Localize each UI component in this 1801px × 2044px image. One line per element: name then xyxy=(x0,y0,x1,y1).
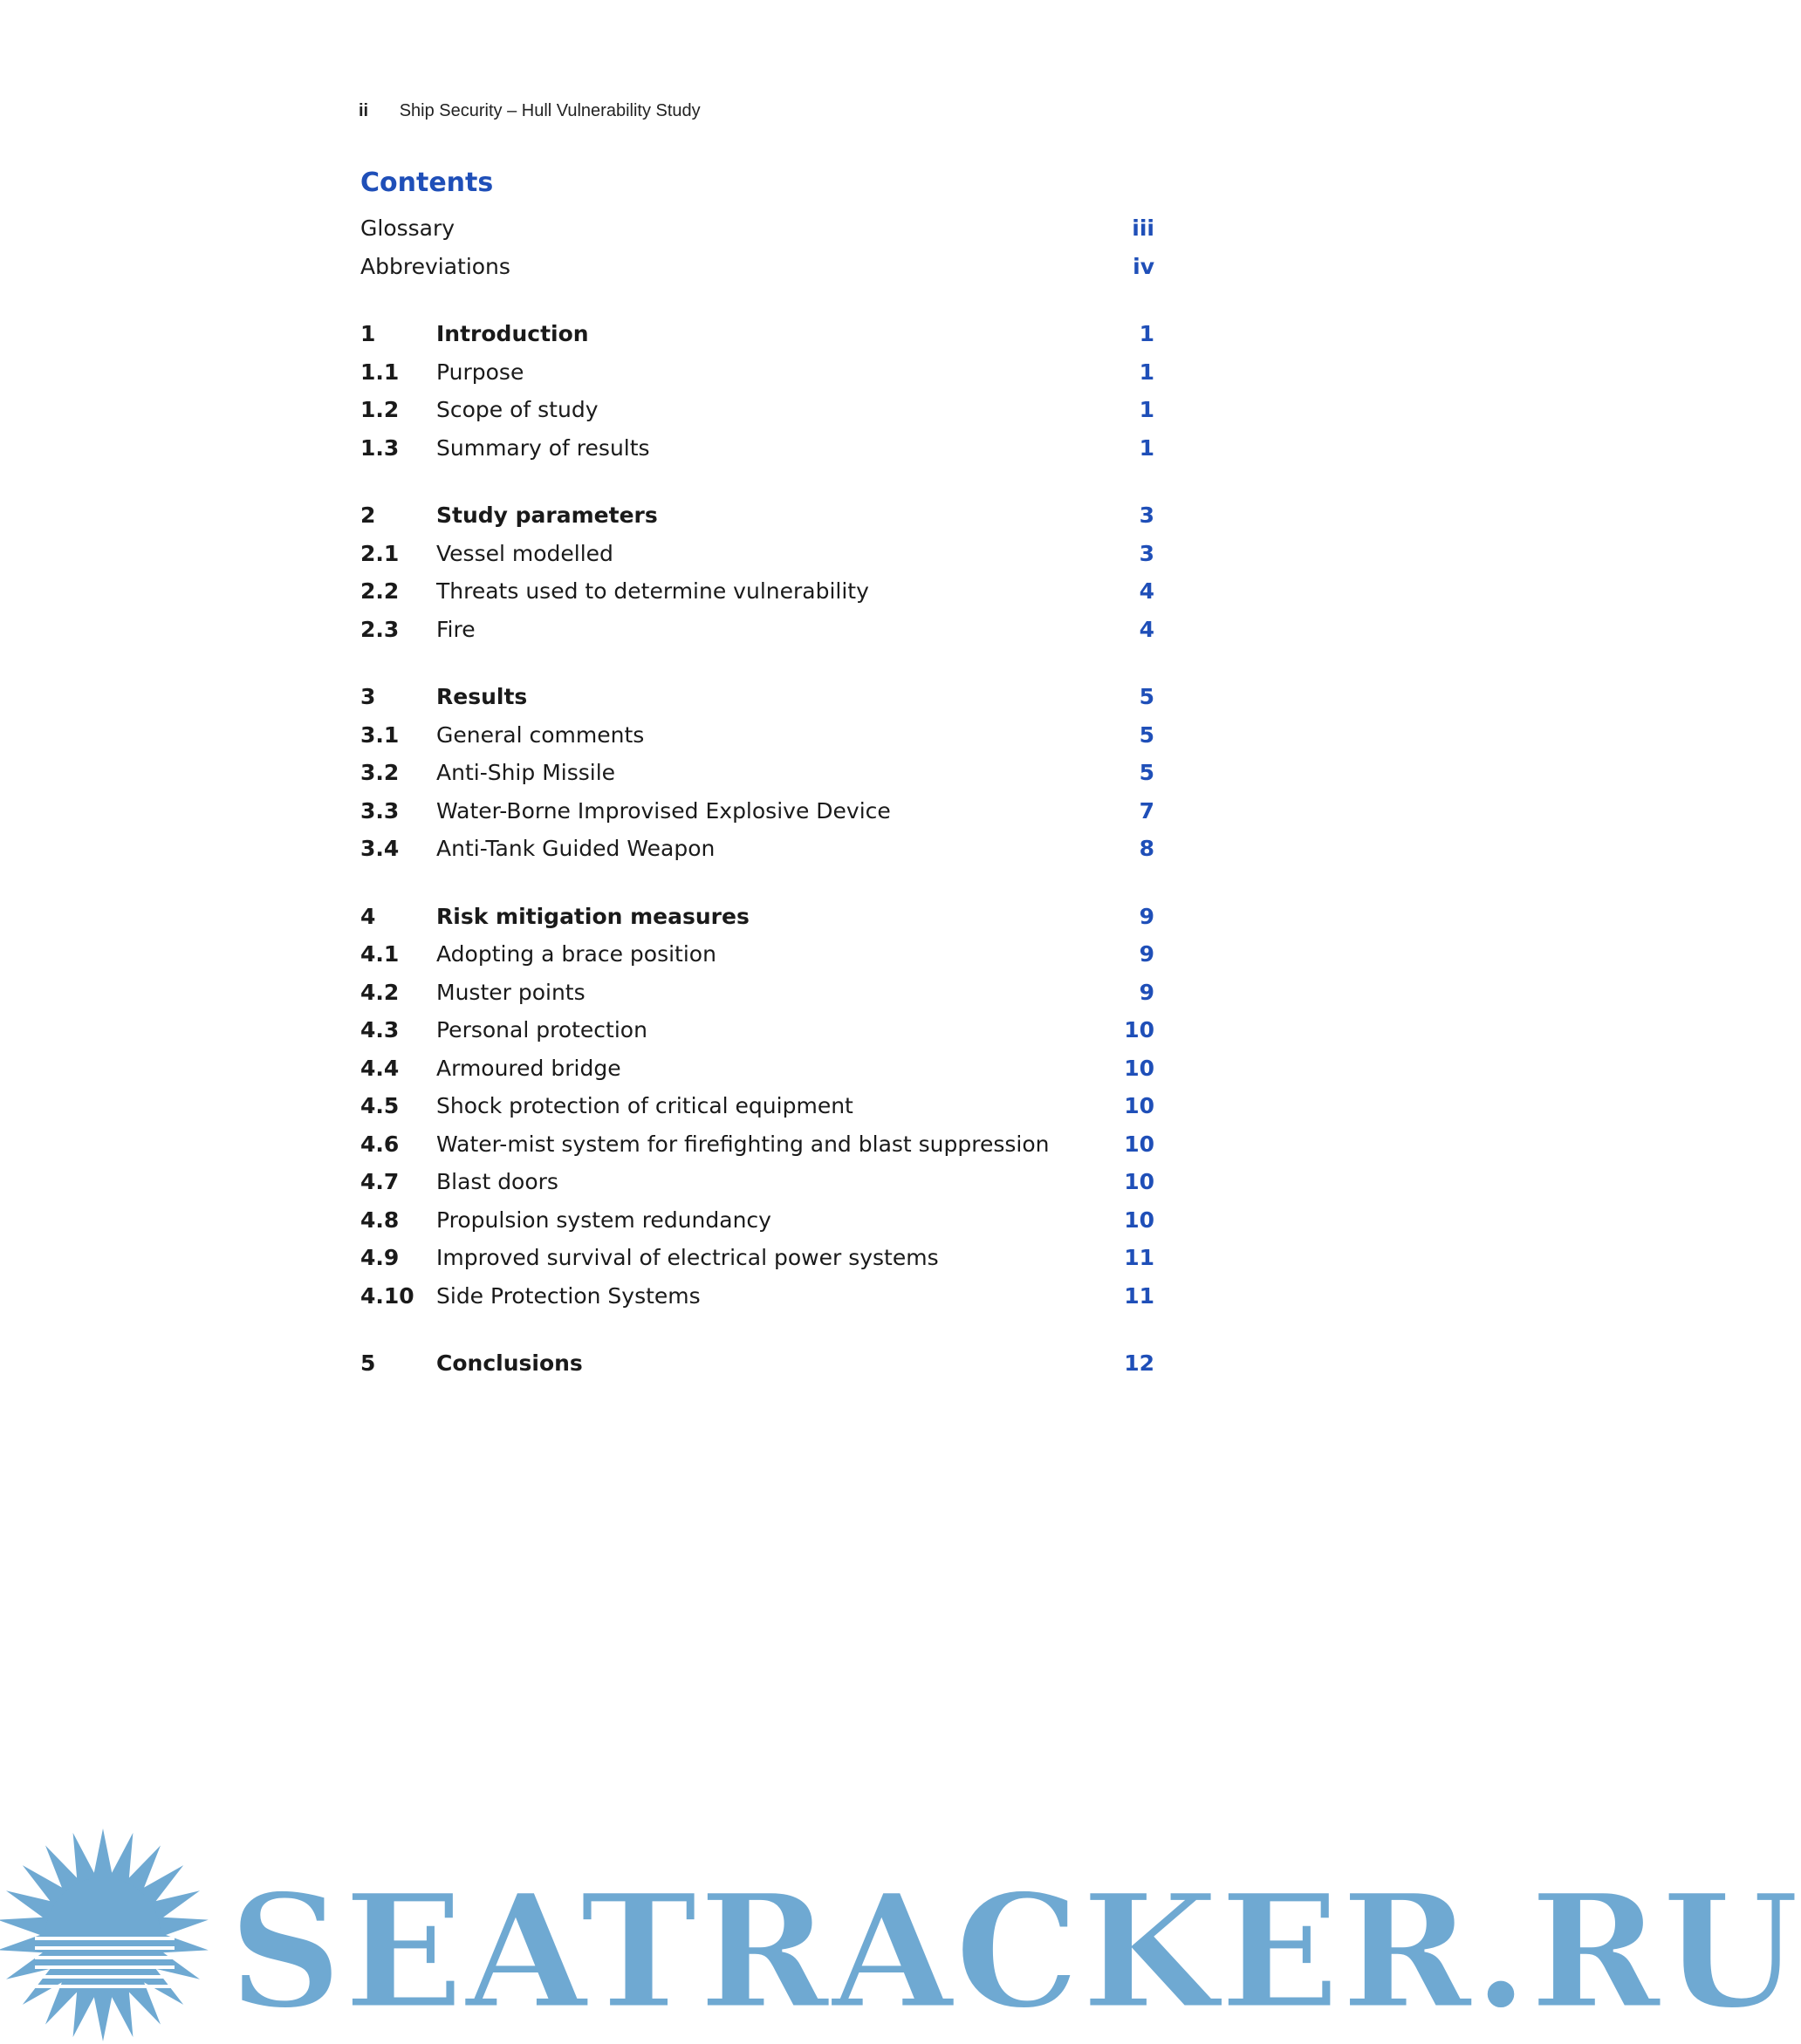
watermark-text: SEATRACKER.RU xyxy=(229,1860,1801,2044)
toc-section-entry[interactable] xyxy=(360,572,1154,611)
toc-entry-label: Anti-Ship Missile xyxy=(436,760,616,785)
sun-stripe xyxy=(35,1985,175,1988)
toc-section-entry[interactable] xyxy=(360,935,1154,974)
toc-entry-label: Water-Borne Improvised Explosive Device xyxy=(436,797,891,824)
header-page-number: ii xyxy=(359,101,369,120)
toc-entry-page: 9 xyxy=(1139,903,1154,929)
toc-entry-label: Water-mist system for firefighting and blast suppression xyxy=(436,1131,1050,1157)
toc-entry-page: 10 xyxy=(1124,1017,1154,1043)
sun-stripe xyxy=(35,1956,175,1959)
toc-entry-number: 1.3 xyxy=(360,434,400,461)
sun-stripe xyxy=(35,1937,175,1940)
toc-entry-page: 12 xyxy=(1124,1350,1154,1376)
toc-entry-label: Side Protection Systems xyxy=(436,1282,701,1309)
toc-spacer xyxy=(360,868,1154,898)
toc-section-entry[interactable] xyxy=(360,974,1154,1012)
sun-stripe xyxy=(35,1946,175,1950)
toc-entry-number: 4.9 xyxy=(360,1245,400,1270)
toc-chapter-entry[interactable] xyxy=(360,315,1154,353)
toc-section-entry[interactable] xyxy=(360,792,1154,831)
toc-section-entry[interactable] xyxy=(360,1011,1154,1049)
toc-entry-label: Introduction xyxy=(436,321,589,346)
sun-logo xyxy=(0,1829,209,2041)
toc-section-entry[interactable] xyxy=(360,1163,1154,1201)
toc-entry-label: Anti-Tank Guided Weapon xyxy=(436,836,716,861)
toc-entry-number: 4.7 xyxy=(360,1169,400,1194)
toc-entry-page: 5 xyxy=(1139,684,1154,709)
toc-entry-label: Purpose xyxy=(436,359,524,385)
toc-entry-page: 1 xyxy=(1139,434,1154,461)
toc-entry-label: Shock protection of critical equipment xyxy=(436,1093,853,1118)
toc-entry-number: 2.3 xyxy=(360,616,400,642)
toc-entry-page: 11 xyxy=(1124,1282,1154,1309)
toc-entry-label: Scope of study xyxy=(436,397,599,422)
toc-spacer xyxy=(360,285,1154,315)
toc-entry-label: Conclusions xyxy=(436,1350,583,1376)
toc-entry-label: Personal protection xyxy=(436,1017,647,1043)
toc-section-entry[interactable] xyxy=(360,754,1154,792)
toc-entry-number: 4.1 xyxy=(360,941,400,967)
toc-section-entry[interactable] xyxy=(360,353,1154,392)
toc-entry-label: Threats used to determine vulnerability xyxy=(436,578,869,604)
toc-entry-page: iv xyxy=(1133,253,1154,279)
toc-entry-page: 5 xyxy=(1139,721,1154,748)
toc-entry-number: 3.1 xyxy=(360,721,400,748)
toc-section-entry[interactable] xyxy=(360,1049,1154,1088)
toc-spacer xyxy=(360,1315,1154,1344)
toc-entry-page: 9 xyxy=(1139,941,1154,967)
toc-entry-number: 3.2 xyxy=(360,760,400,785)
toc-front-entry[interactable] xyxy=(360,209,1154,248)
toc-chapter-entry[interactable] xyxy=(360,1344,1154,1383)
toc-entry-number: 5 xyxy=(360,1350,376,1376)
toc-chapter-entry[interactable] xyxy=(360,678,1154,716)
table-of-contents xyxy=(360,209,1154,1383)
sun-stripe xyxy=(35,1975,175,1979)
toc-section-entry[interactable] xyxy=(360,830,1154,868)
toc-entry-label: Muster points xyxy=(436,979,585,1005)
toc-entry-number: 2 xyxy=(360,502,376,528)
toc-section-entry[interactable] xyxy=(360,535,1154,573)
toc-entry-label: Armoured bridge xyxy=(436,1055,621,1081)
toc-entry-number: 1 xyxy=(360,321,376,346)
toc-entry-label: Fire xyxy=(436,616,476,642)
toc-entry-label: Risk mitigation measures xyxy=(436,903,750,929)
toc-entry-number: 4.3 xyxy=(360,1017,400,1043)
running-header xyxy=(359,101,701,121)
toc-spacer xyxy=(360,648,1154,678)
toc-entry-label: Abbreviations xyxy=(360,253,510,279)
toc-entry-page: 3 xyxy=(1139,540,1154,566)
toc-entry-number: 4.5 xyxy=(360,1093,400,1118)
toc-entry-label: Results xyxy=(436,684,528,709)
toc-entry-label: Study parameters xyxy=(436,502,658,528)
toc-entry-label: Blast doors xyxy=(436,1169,558,1194)
header-running-title: Ship Security – Hull Vulnerability Study xyxy=(399,101,701,120)
toc-entry-label: Summary of results xyxy=(436,434,650,461)
toc-entry-page: 1 xyxy=(1139,359,1154,385)
toc-entry-page: 8 xyxy=(1139,836,1154,861)
toc-entry-number: 4.6 xyxy=(360,1131,400,1157)
contents-heading: Contents xyxy=(360,167,494,198)
toc-entry-number: 4.4 xyxy=(360,1055,400,1081)
toc-section-entry[interactable] xyxy=(360,611,1154,649)
toc-entry-page: 3 xyxy=(1139,502,1154,528)
toc-entry-page: 10 xyxy=(1124,1131,1154,1157)
toc-entry-number: 3.4 xyxy=(360,836,400,861)
toc-entry-label: Glossary xyxy=(360,215,455,241)
toc-front-entry[interactable] xyxy=(360,248,1154,286)
toc-entry-number: 2.2 xyxy=(360,578,400,604)
toc-entry-number: 4 xyxy=(360,903,376,929)
toc-spacer xyxy=(360,467,1154,496)
toc-entry-page: 11 xyxy=(1124,1245,1154,1270)
toc-section-entry[interactable] xyxy=(360,1239,1154,1277)
toc-entry-number: 2.1 xyxy=(360,540,400,566)
toc-section-entry[interactable] xyxy=(360,1125,1154,1164)
toc-entry-page: 7 xyxy=(1139,797,1154,824)
toc-section-entry[interactable] xyxy=(360,1201,1154,1240)
toc-entry-number: 3 xyxy=(360,684,376,709)
toc-chapter-entry[interactable] xyxy=(360,496,1154,535)
toc-section-entry[interactable] xyxy=(360,1087,1154,1125)
toc-entry-page: iii xyxy=(1132,215,1154,241)
toc-entry-page: 10 xyxy=(1124,1207,1154,1233)
toc-entry-page: 5 xyxy=(1139,760,1154,785)
sun-stripe xyxy=(35,1965,175,1969)
toc-entry-number: 1.2 xyxy=(360,397,400,422)
toc-entry-page: 10 xyxy=(1124,1169,1154,1194)
toc-entry-number: 4.8 xyxy=(360,1207,400,1233)
toc-entry-page: 10 xyxy=(1124,1093,1154,1118)
toc-entry-page: 1 xyxy=(1139,397,1154,422)
toc-entry-number: 3.3 xyxy=(360,797,400,824)
toc-entry-page: 4 xyxy=(1139,616,1154,642)
toc-section-entry[interactable] xyxy=(360,1277,1154,1316)
toc-entry-number: 1.1 xyxy=(360,359,400,385)
toc-entry-page: 9 xyxy=(1139,979,1154,1005)
toc-entry-label: Vessel modelled xyxy=(436,540,613,566)
toc-entry-page: 1 xyxy=(1139,321,1154,346)
toc-section-entry[interactable] xyxy=(360,716,1154,755)
toc-entry-label: Adopting a brace position xyxy=(436,941,716,967)
toc-entry-page: 10 xyxy=(1124,1055,1154,1081)
toc-entry-page: 4 xyxy=(1139,578,1154,604)
toc-entry-number: 4.10 xyxy=(360,1282,414,1309)
toc-entry-label: Propulsion system redundancy xyxy=(436,1207,771,1233)
toc-entry-label: General comments xyxy=(436,721,645,748)
toc-entry-number: 4.2 xyxy=(360,979,400,1005)
toc-entry-label: Improved survival of electrical power systems xyxy=(436,1245,939,1270)
toc-section-entry[interactable] xyxy=(360,429,1154,468)
toc-chapter-entry[interactable] xyxy=(360,898,1154,936)
toc-section-entry[interactable] xyxy=(360,391,1154,429)
